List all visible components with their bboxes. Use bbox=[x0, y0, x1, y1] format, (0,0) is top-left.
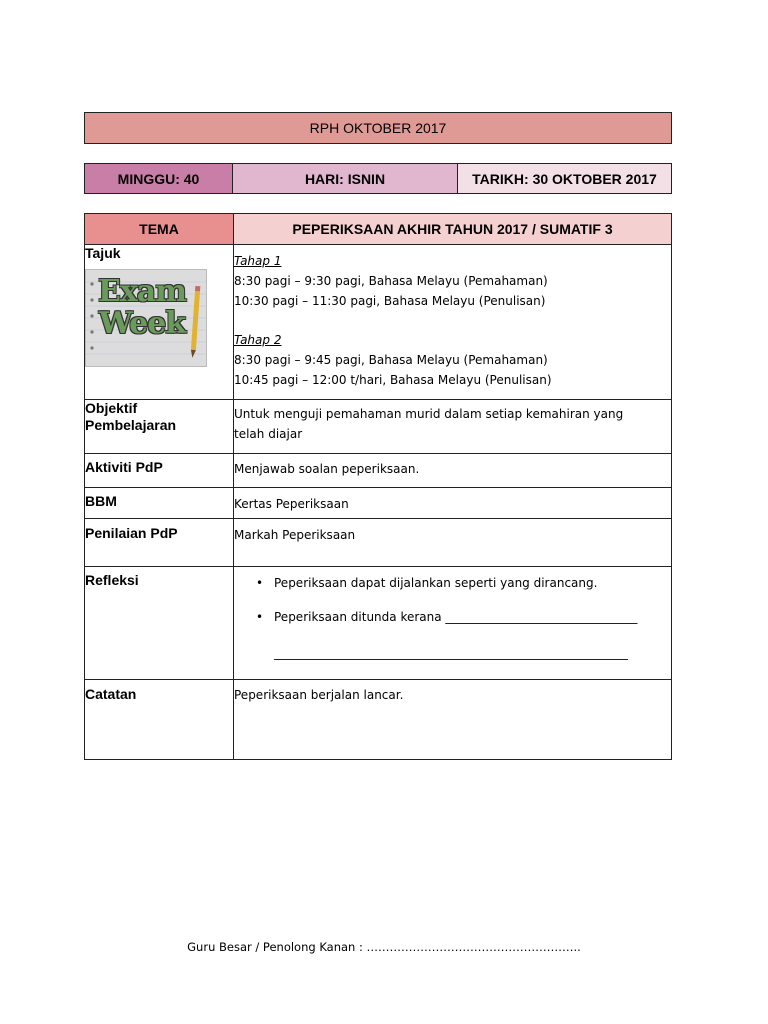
notes-value: Peperiksaan berjalan lancar. bbox=[234, 680, 672, 760]
activity-value: Menjawab soalan peperiksaan. bbox=[234, 454, 672, 488]
theme-value: PEPERIKSAAN AKHIR TAHUN 2017 / SUMATIF 3 bbox=[234, 214, 672, 245]
objective-row bbox=[85, 400, 672, 454]
activity-row bbox=[85, 454, 672, 488]
page-title-text: RPH OKTOBER 2017 bbox=[309, 120, 447, 136]
reflection-row bbox=[85, 567, 672, 680]
bbm-label: BBM bbox=[85, 488, 234, 519]
week-word: Week bbox=[98, 306, 186, 341]
stage2-line2: 10:45 pagi – 12:00 t/hari, Bahasa Melayu (Penulisan) bbox=[234, 373, 552, 387]
reflection-value bbox=[234, 567, 672, 680]
topic-label: Tajuk bbox=[85, 245, 121, 261]
theme-row bbox=[85, 214, 672, 245]
topic-value bbox=[234, 245, 672, 400]
assessment-label: Penilaian PdP bbox=[85, 519, 234, 567]
signature-line: Guru Besar / Penolong Kanan : ……………………………………………….. bbox=[187, 940, 581, 954]
bbm-value: Kertas Peperiksaan bbox=[234, 488, 672, 519]
objective-value: Untuk menguji pemahaman murid dalam setiap kemahiran yang telah diajar bbox=[234, 400, 672, 454]
week-cell: MINGGU: 40 bbox=[85, 164, 233, 193]
reflection-item-1: • Peperiksaan dapat dijalankan seperti yang dirancang. bbox=[272, 573, 671, 593]
notes-row bbox=[85, 680, 672, 760]
theme-label: TEMA bbox=[85, 214, 234, 245]
objective-label-line1: Objektif bbox=[85, 400, 138, 416]
date-cell: TARIKH: 30 OKTOBER 2017 bbox=[458, 164, 671, 193]
reflection-list bbox=[256, 573, 671, 627]
reflection-label: Refleksi bbox=[85, 567, 234, 680]
topic-cell bbox=[85, 245, 234, 400]
objective-label bbox=[85, 400, 234, 454]
info-row bbox=[84, 163, 672, 194]
stage1-line2: 10:30 pagi – 11:30 pagi, Bahasa Melayu (Penulisan) bbox=[234, 294, 546, 308]
exam-week-image bbox=[85, 269, 207, 367]
activity-label: Aktiviti PdP bbox=[85, 454, 234, 488]
reflection-item-2: • Peperiksaan ditunda kerana ________________________________ bbox=[272, 607, 671, 627]
stage2-title: Tahap 2 bbox=[234, 333, 282, 347]
stage1-line1: 8:30 pagi – 9:30 pagi, Bahasa Melayu (Pemahaman) bbox=[234, 274, 548, 288]
day-cell: HARI: ISNIN bbox=[233, 164, 458, 193]
page-title bbox=[84, 112, 672, 144]
assessment-row bbox=[85, 519, 672, 567]
stage1-title: Tahap 1 bbox=[234, 254, 282, 268]
bbm-row bbox=[85, 488, 672, 519]
reflection-blank-line: ___________________________________________________________ bbox=[274, 646, 628, 660]
exam-week-text bbox=[86, 276, 198, 340]
stage2-line1: 8:30 pagi – 9:45 pagi, Bahasa Melayu (Pemahaman) bbox=[234, 353, 548, 367]
objective-label-line2: Pembelajaran bbox=[85, 417, 177, 433]
lesson-plan-table bbox=[84, 213, 672, 760]
assessment-value: Markah Peperiksaan bbox=[234, 519, 672, 567]
topic-row bbox=[85, 245, 672, 400]
exam-word: Exam bbox=[98, 274, 186, 309]
notes-label: Catatan bbox=[85, 680, 234, 760]
